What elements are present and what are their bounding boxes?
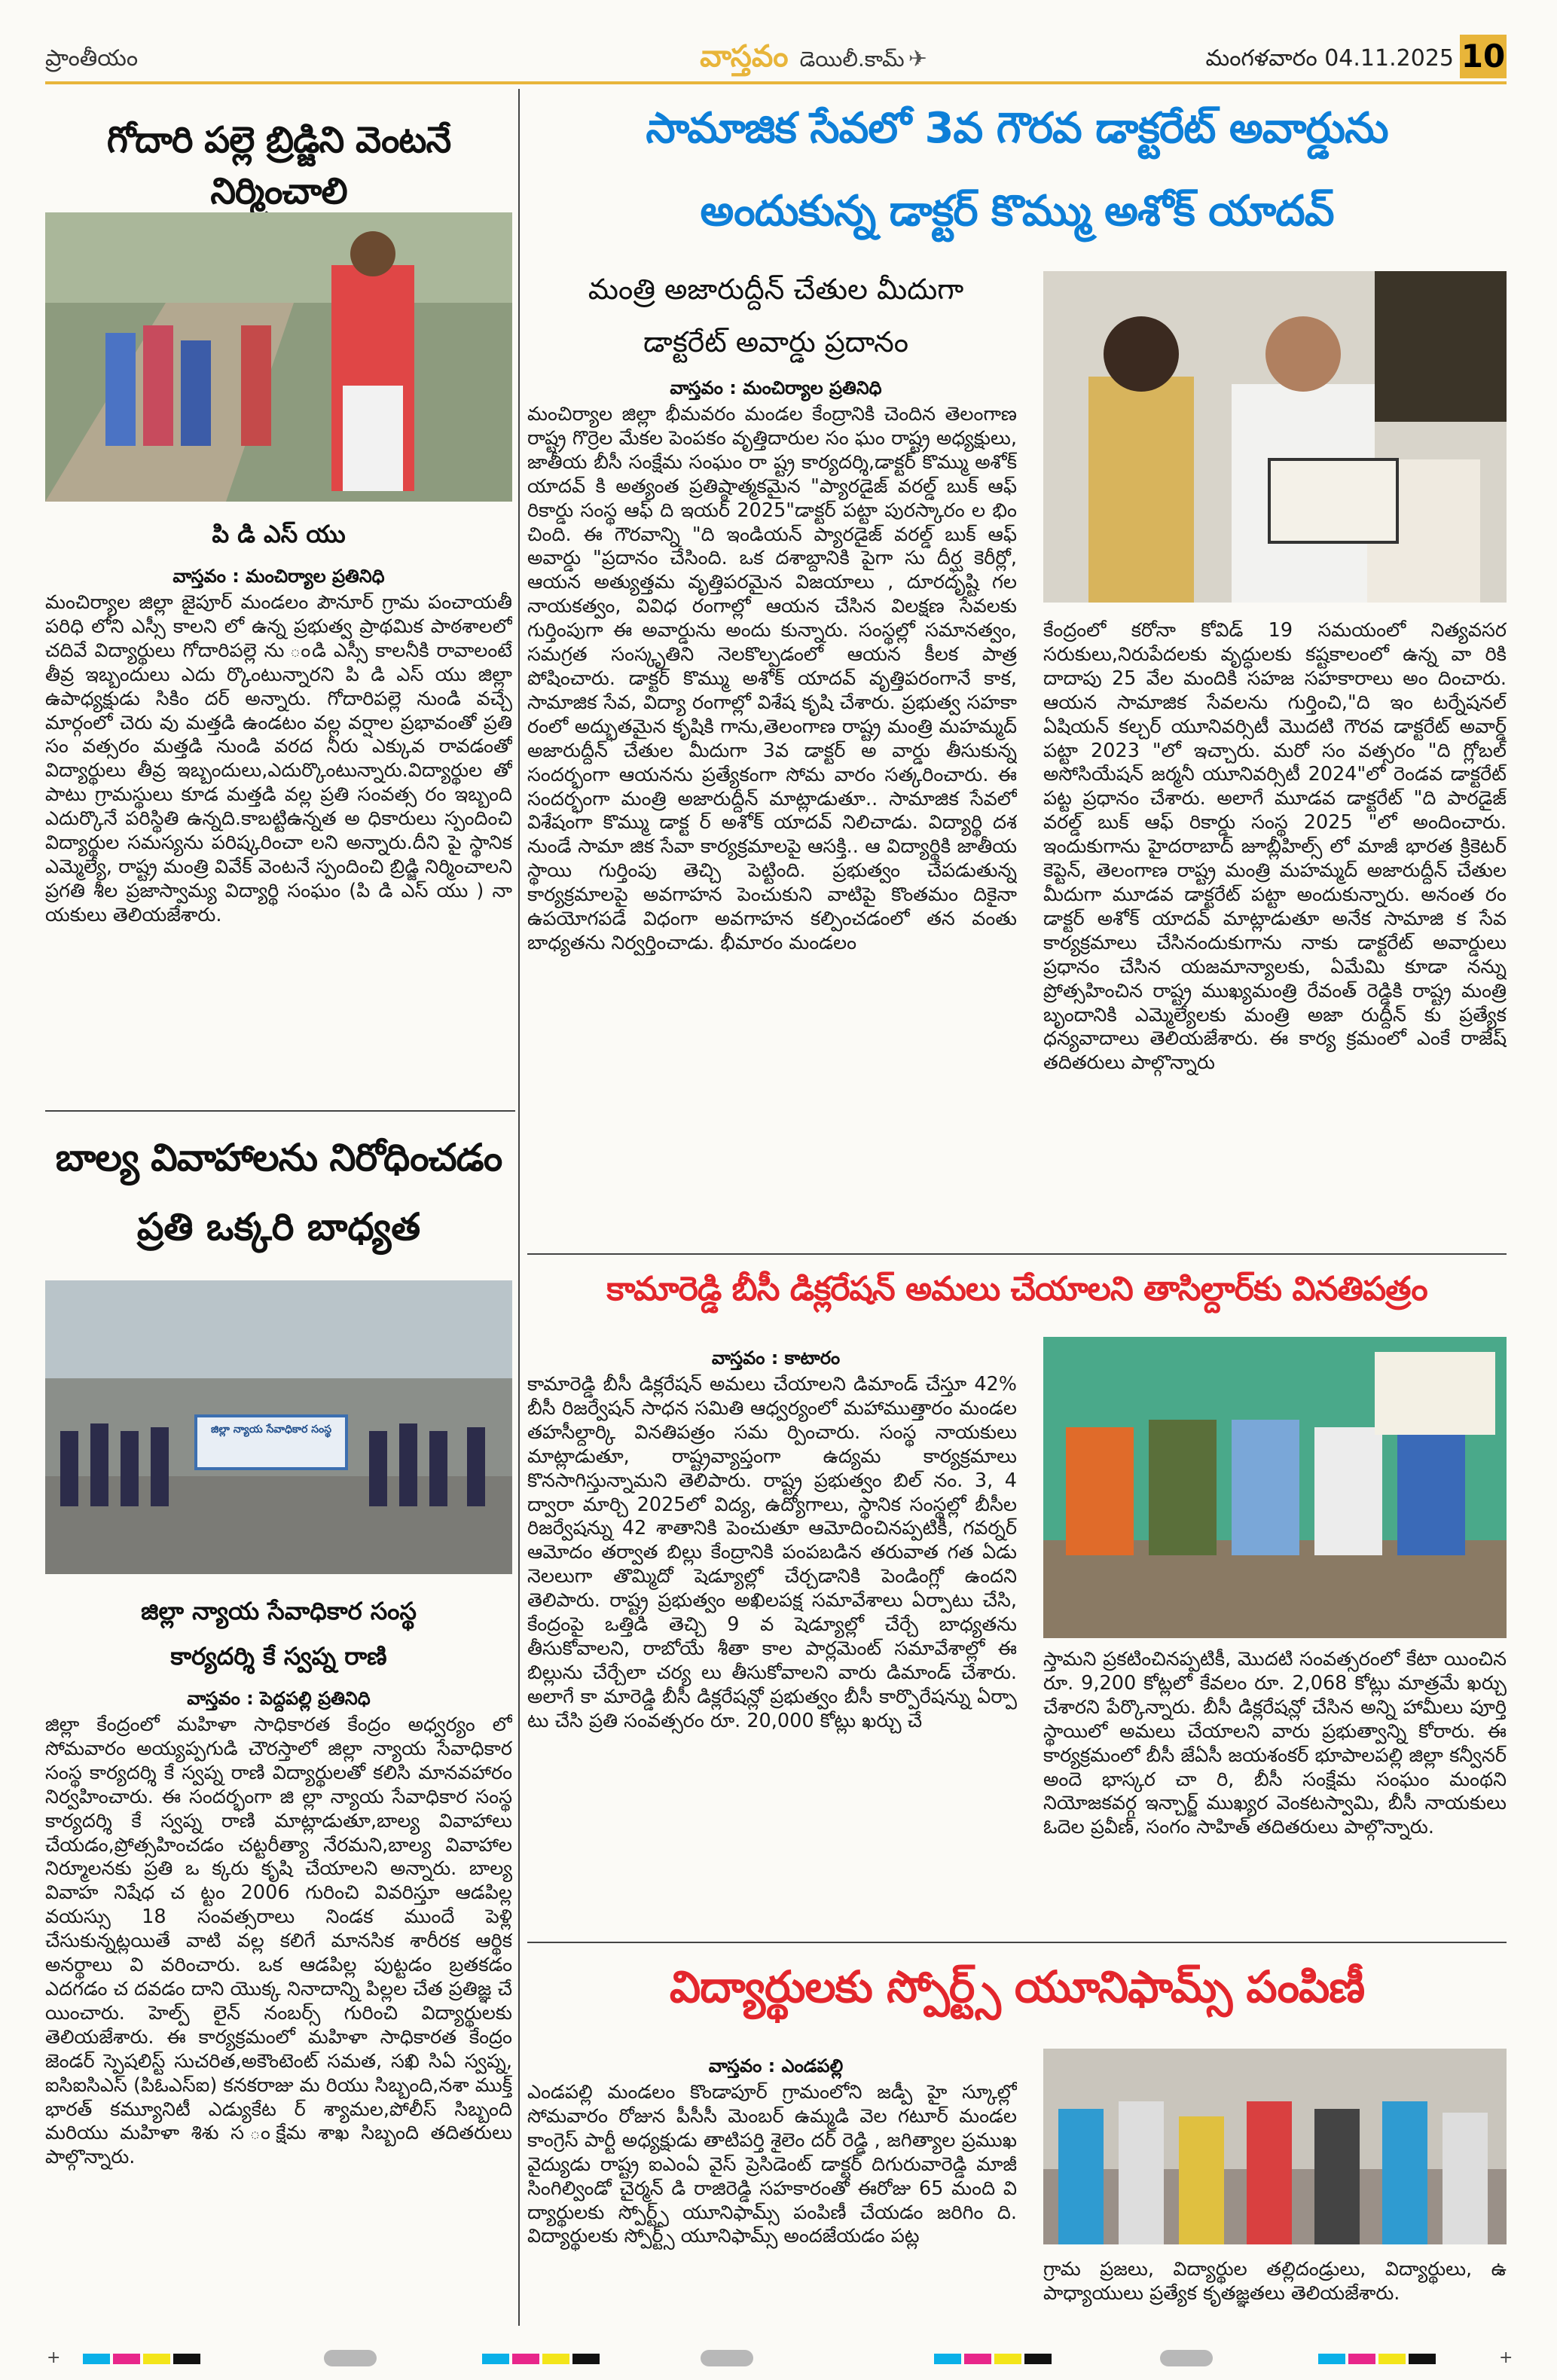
section-divider bbox=[45, 1110, 515, 1112]
bc-body-col1: కామారెడ్డి బీసీ డిక్లరేషన్ అమలు చేయాలని డిమాండ్ చేస్తూ 42% బీసీ రిజర్వేషన్ సాధన సమితి ఆధ్వర్యంలో మహాముత్తారం మండల తహసీల్దార్కి వినతిపత్రం సమ ర్పించారు. సంస్థ నాయకులు మాట్లాడుతూ, రాష్ట్రవ్యాప్తంగా ఉద్యమ కార్యక్రమాలు కొనసాగిస్తున్నామని తెలిపారు. రాష్ట్ర ప్రభుత్వం బిల్ నం. 3, 4 ద్వారా మార్చి 2025లో విద్య, ఉద్యోగాలు, స్థానిక సంస్థల్లో బీసీల రిజర్వేషన్ను 42 శాతానికి పెంచుతూ ఆమోదించినప్పటికీ, గవర్నర్ ఆమోదం తర్వాత బిల్లు కేంద్రానికి పంపబడిన తరువాత గత ఏడు నెలలుగా తొమ్మిదో షెడ్యూల్లో చేర్చడానికి పెండింగ్లో ఉందని తెలిపారు. రాష్ట్ర ప్రభుత్వం అఖిలపక్ష సమావేశాలు ఏర్పాటు చేసి, కేంద్రంపై ఒత్తిడి తెచ్చి 9 వ షెడ్యూల్లో చేర్చే బాధ్యతను తీసుకోవాలని, రాబోయే శీతా కాల పార్లమెంట్ సమావేశాల్లో ఈ బిల్లును చేర్చేలా చర్య లు తీసుకోవాలని వారు డిమాండ్ చేశారు. అలాగే కా మారెడ్డి బీసీ డిక్లరేషన్లో ప్రభుత్వం బీసీ కార్పొరేషన్ను ఏర్పా టు చేసి ప్రతి సంవత్సరం రూ. 20,000 కోట్లు ఖర్చు చే bbox=[527, 1373, 1017, 1732]
section-label: ప్రాంతీయం bbox=[45, 45, 139, 72]
bc-body-col2: స్తామని ప్రకటించినప్పటికీ, మొదటి సంవత్సరంలో కేటా యించిన రూ. 9,200 కోట్లలో కేవలం రూ. 2,068 కోట్లు మాత్రమే ఖర్చు చేశారని పేర్కొన్నారు. బీసీ డిక్లరేషన్లో చేసిన అన్ని హామీలు పూర్తి స్థాయిలో అమలు చేయాలని వారు ప్రభుత్వాన్ని కోరారు. ఈ కార్యక్రమంలో బీసీ జేఏసీ జయశంకర్ భూపాలపల్లి జిల్లా కన్వీనర్ అందె భాస్కర చా రి, బీసీ సంక్షేమ సంఘం మంథని నియోజకవర్గ ఇన్చార్జ్ ముఖ్యర వెంకటస్వామి, బీసీ నాయకులు ఓదెల ప్రవీణ్, సంగం సాహిత్ తదితరులు పాల్గొన్నారు. bbox=[1043, 1648, 1507, 1839]
bc-dateline: వాస్తవం : కాటారం bbox=[711, 1347, 841, 1368]
child-marriage-caption-1: జిల్లా న్యాయ సేవాధికార సంస్థ bbox=[141, 1597, 417, 1625]
gray-swatch bbox=[1160, 2350, 1213, 2366]
color-bar bbox=[83, 2353, 203, 2367]
bridge-photo bbox=[45, 212, 512, 502]
doctorate-subhead-1: మంత్రి అజారుద్దీన్ చేతుల మీదుగా bbox=[588, 273, 964, 306]
bridge-headline: గోదారి పల్లె బ్రిడ్జిని వెంటనే నిర్మించాలి bbox=[106, 119, 451, 212]
bridge-body: మంచిర్యాల జిల్లా జైపూర్ మండలం పౌనూర్ గ్రామ పంచాయతీ పరిధి లోని ఎస్సీ కాలని లో ఉన్న ప్రభుత్వ ప్రాథమిక పాఠశాలలో చదివే విద్యార్థులు గోదారిపల్లె ను ండి ఎస్సీ కాలనీకి రావాలంటే తీవ్ర ఇబ్బందులు ఎదు ర్కొంటున్నారని పి డి ఎస్ యు జిల్లా ఉపాధ్యక్షుడు సికిం దర్ అన్నారు. గోదారిపల్లె నుండి వచ్చే మార్గంలో చెరు వు మత్తడి ఉండటం వల్ల వర్షాల ప్రభావంతో ప్రతి సం వత్సరం మత్తడి నుండి వరద నీరు ఎక్కువ రావడంతో విద్యార్థులు తీవ్ర ఇబ్బందులు,ఎదుర్కొంటున్నారు.విద్యార్థుల తో పాటు గ్రామస్థులు కూడ మత్తడి వల్ల ప్రతి సంవత్స రం ఇబ్బంది ఎదుర్కొనే పరిస్థితి ఉన్నది.కాబట్టిఉన్నత అ ధికారులు స్పందించి విద్యార్థుల సమస్యను పరిష్కరించా లని అన్నారు.దీని పై స్థానిక ఎమ్మెల్యే, రాష్ట్ర మంత్రి వివేక్ వెంటనే స్పందించి బ్రిడ్జి నిర్మించాలని ప్రగతి శీల ప్రజాస్వామ్య విద్యార్థి సంఘం (పి డి ఎస్ యు ) నా యకులు తెలియజేశారు. bbox=[45, 591, 512, 926]
section-divider bbox=[527, 1253, 1507, 1255]
page-number: 10 bbox=[1460, 35, 1507, 78]
page-header bbox=[45, 39, 1507, 80]
color-bar bbox=[934, 2353, 1055, 2367]
paper-suffix: డెయిలీ.కామ్ bbox=[799, 47, 905, 72]
header-rule bbox=[45, 81, 1507, 84]
registration-mark-icon: + bbox=[47, 2348, 61, 2367]
bird-logo-icon: ✈ bbox=[908, 46, 927, 72]
doctorate-body-col2: కేంద్రంలో కరోనా కోవిడ్ 19 సమయంలో నిత్యవసర సరుకులు,నిరుపేదలకు వృద్ధులకు కష్టకాలంలో ఉన్న వా రికి దాదాపు 25 వేల మందికి సహజ సహకారాలు అం దించారు. ఆయన సామాజిక సేవలను గుర్తించి,"ది ఇం టర్నేషనల్ ఏషియన్ కల్చర్ యూనివర్సిటీ మొదటి గౌరవ డాక్టరేట్ అవార్డ్ పట్టా 2023 "లో ఇచ్చారు. మరో సం వత్సరం "ది గ్లోబల్ అసోసియేషన్ జర్మనీ యూనివర్సిటీ 2024"లో రెండవ డాక్టరేట్ పట్ట ప్రధానం చేశారు. అలాగే మూడవ డాక్టరేట్ "ది పారడైజ్ వరల్డ్ బుక్ ఆఫ్ రికార్డు సంస్థ 2025 "లో అందించారు. ఇందుకుగాను హైదరాబాద్ జూబ్లీహిల్స్ లో మాజీ భారత క్రికెటర్ కెప్టెన్, తెలంగాణ రాష్ట్ర మంత్రి మహమ్మద్ అజారుద్దీన్ చేతుల మీదుగా మూడవ డాక్టరేట్ పట్టా అందుకున్నారు. అనంత రం డాక్టర్ అశోక్ యాదవ్ మాట్లాడుతూ అనేక సామాజి క సేవ కార్యక్రమాలు చేసినందుకుగాను నాకు డాక్టరేట్ అవార్డులు ప్రధానం చేసిన యజమాన్యాలకు, ఏమేమి కూడా నన్ను ప్రోత్సహించిన రాష్ట్ర ముఖ్యమంత్రి రేవంత్ రెడ్డికి రాష్ట్ర మంత్రి బృందానికి ఎమ్మెల్యేలకు మంత్రి అజా రుద్దీన్ కు ప్రత్యేక ధన్యవాదాలు తెలియజేశారు. ఈ కార్య క్రమంలో ఎంకే రాజేష్ తదితరులు పాల్గొన్నారు bbox=[1043, 619, 1507, 1075]
child-marriage-banner: జిల్లా న్యాయ సేవాధికార సంస్థ bbox=[210, 1423, 332, 1436]
date-label: మంగళవారం 04.11.2025 bbox=[1205, 45, 1454, 72]
child-marriage-caption-2: కార్యదర్శి కే స్వప్న రాణి bbox=[170, 1642, 387, 1671]
sports-dateline: వాస్తవం : ఎండపల్లి bbox=[708, 2055, 844, 2076]
doctorate-subhead-2: డాక్టరేట్ అవార్డు ప్రదానం bbox=[643, 325, 909, 359]
doctorate-photo bbox=[1043, 271, 1507, 603]
bc-photo bbox=[1043, 1337, 1507, 1638]
sports-photo-note: గ్రామ ప్రజలు, విద్యార్థుల తల్లిదండ్రులు, విద్యార్థులు, ఉ పాధ్యాయులు ప్రత్యేక కృతజ్ఞతలు తెలియజేశారు. bbox=[1043, 2258, 1507, 2305]
child-marriage-dateline: వాస్తవం : పెద్దపల్లి ప్రతినిధి bbox=[187, 1688, 371, 1709]
color-bar bbox=[482, 2353, 603, 2367]
child-marriage-body: జిల్లా కేంద్రంలో మహిళా సాధికారత కేంద్రం అధ్వర్యం లో సోమవారం అయ్యప్పగుడి చౌరస్తాలో జిల్లా న్యాయ సేవాధికార సంస్థ కార్యదర్శి కే స్వప్న రాణి విద్యార్థులతో కలిసి మానవహారం నిర్వహించారు. ఈ సందర్భంగా జి ల్లా న్యాయ సేవాధికార సంస్థ కార్యదర్శి కే స్వప్న రాణి మాట్లాడుతూ,బాల్య వివాహాలు చేయడం,ప్రోత్సహించడం చట్టరీత్యా నేరమని,బాల్య వివాహాల నిర్మూలనకు ప్రతి ఒ క్కరు కృషి చేయాలని అన్నారు. బాల్య వివాహ నిషేధ చ ట్టం 2006 గురించి వివరిస్తూ ఆడపిల్ల వయస్సు 18 సంవత్సరాలు నిండక ముందే పెళ్లి చేసుకున్నట్లయితే వాటి వల్ల కలిగే మానసిక శారీరక ఆర్థిక అనర్థాలు వి వరించారు. ఒక ఆడపిల్ల పుట్టడం బ్రతకడం ఎదగడం చ దవడం దాని యొక్క నినాదాన్ని పిల్లల చేత ప్రతిజ్ఞ చే యించారు. హెల్ప్ లైన్ నంబర్స్ గురించి విద్యార్థులకు తెలియజేశారు. ఈ కార్యక్రమంలో మహిళా సాధికారత కేంద్రం జెండర్ స్పెషలిస్ట్ సుచరిత,అకౌంటెంట్ సమత, సఖి సిఏ స్వప్న, ఐసిఐసిఎస్ (పిఓఎస్ఐ) కనకరాజు మ రియు సిబ్బంది,నశా ముక్త్ భారత్ కమ్యూనిటీ ఎడ్యుకేట ర్ శ్యామల,పోలీస్ సిబ్బంది మరియు మహిళా శిశు స ంక్షేమ శాఖ సిబ్బంది తదితరులు పాల్గొన్నారు. bbox=[45, 1713, 512, 2169]
bridge-dateline: వాస్తవం : మంచిర్యాల ప్రతినిధి bbox=[172, 566, 385, 587]
sports-body: ఎండపల్లి మండలం కొండాపూర్ గ్రామంలోని జడ్పీ హై స్కూల్లో సోమవారం రోజున పీసీసీ మెంబర్ ఉమ్మడి వెల గటూర్ మండల కాంగ్రెస్ పార్టీ అధ్యక్షుడు తాటిపర్తి శైలెం దర్ రెడ్డి , జగిత్యాల ప్రముఖ వైద్యుడు రాష్ట్ర ఐఎంఏ వైస్ ప్రెసిడెంట్ డాక్టర్ దిగురువారెడ్డి మాజీ సింగిల్విండో చైర్మన్ డి రాజిరెడ్డి సహకారంతో ఈరోజు 65 మంది వి ద్యార్థులకు స్పోర్ట్స్ యూనిఫామ్స్ పంపిణీ చేయడం జరిగిం ది. విద్యార్థులకు స్పోర్ట్స్ యూనిఫామ్స్ అందజేయడం పట్ల bbox=[527, 2081, 1017, 2248]
gray-swatch bbox=[701, 2350, 753, 2366]
child-marriage-headline-1: బాల్య వివాహాలను నిరోధించడం bbox=[55, 1136, 502, 1179]
column-divider bbox=[518, 89, 520, 2326]
child-marriage-photo bbox=[45, 1280, 512, 1574]
doctorate-dateline: వాస్తవం : మంచిర్యాల ప్రతినిధి bbox=[670, 377, 882, 398]
section-divider bbox=[527, 1942, 1507, 1943]
child-marriage-headline-2: ప్రతి ఒక్కరి బాధ్యత bbox=[136, 1205, 421, 1249]
registration-mark-icon: + bbox=[1499, 2348, 1513, 2367]
bc-headline: కామారెడ్డి బీసీ డిక్లరేషన్ అమలు చేయాలని తాసిల్దార్‌కు వినతిపత్రం bbox=[606, 1270, 1427, 1308]
sports-photo bbox=[1043, 2049, 1507, 2244]
bridge-photo-caption: పి డి ఎస్ యు bbox=[212, 520, 346, 548]
doctorate-headline-2: అందుకున్న డాక్టర్ కొమ్ము అశోక్ యాదవ్ bbox=[700, 187, 1334, 236]
sports-headline: విద్యార్థులకు స్పోర్ట్స్ యూనిఫామ్స్ పంపిణీ bbox=[669, 1961, 1365, 2012]
doctorate-headline-1: సామాజిక సేవలో 3వ గౌరవ డాక్టరేట్ అవార్డును bbox=[646, 104, 1388, 153]
doctorate-body-col1: మంచిర్యాల జిల్లా భీమవరం మండల కేంద్రానికి చెందిన తెలంగాణ రాష్ట్ర గొర్రెల మేకల పెంపకం వృత్తిదారుల సం ఘం రాష్ట్ర అధ్యక్షులు, జాతీయ బీసీ సంక్షేమ సంఘం రా ష్ట్ర కార్యదర్శి,డాక్టర్ కొమ్ము అశోక్ యాదవ్ కి అత్యంత ప్రతిష్ఠాత్మకమైన "ప్యారడైజ్ వరల్డ్ బుక్ ఆఫ్ రికార్డు సంస్థ ఆఫ్ ది ఇయర్ 2025"డాక్టర్ పట్టా పురస్కారం ల భిం చింది. ఈ గౌరవాన్ని "ది ఇండియన్ ప్యారడైజ్ వరల్డ్ బుక్ ఆఫ్ అవార్డు "ప్రదానం చేసింది. ఒక దశాబ్దానికి పైగా సు దీర్ఘ కెరీర్లో, ఆయన అత్యుత్తమ వృత్తిపరమైన విజయాలు , దూరదృష్టి గల నాయకత్వం, వివిధ రంగాల్లో ఆయన చేసిన విలక్షణ సేవలకు గుర్తింపుగా ఈ అవార్డును అందు కున్నారు. సంస్థల్లో సమానత్వం, సమగ్రత సంస్కృతిని నెలకొల్పడంలో ఆయన కీలక పాత్ర పోషించారు. డాక్టర్ కొమ్ము అశోక్ యాదవ్ వృత్తిపరంగానే కాక, సామాజిక సేవ, విద్యా రంగాల్లో విశేష కృషి చేశారు. ప్రభుత్వ సహకా రంలో అద్భుతమైన కృషికి గాను,తెలంగాణ రాష్ట్ర మంత్రి మహమ్మద్ అజారుద్దీన్ చేతుల మీదుగా 3వ డాక్టర్ అ వార్డు తీసుకున్న సందర్భంగా ఆయనను ప్రత్యేకంగా సోమ వారం సత్కరించారు. ఈ సందర్భంగా మంత్రి అజారుద్దీన్ మాట్లాడుతూ.. సామాజిక సేవలో విశేషంగా కొమ్ము డాక్ట ర్ అశోక్ యాదవ్ నిలిచాడు. విద్యార్థి దశ నుండే సామా జిక సేవా కార్యక్రమాలపై ఆసక్తి.. ఆ విద్యార్థికి జాతీయ స్థాయి గుర్తింపు తెచ్చి పెట్టింది. ప్రభుత్వం చేపడుతున్న కార్యక్రమాలపై అవగాహన పెంచుకుని వాటిపై కొంతమం దికైనా ఉపయోగపడే విధంగా అవగాహన కల్పించడంలో తన వంతు బాధ్యతను నిర్వర్తించాడు. భీమారం మండలం bbox=[527, 403, 1017, 954]
color-bar bbox=[1318, 2353, 1439, 2367]
masthead bbox=[603, 39, 1024, 81]
paper-name: వాస్తవం bbox=[700, 39, 789, 74]
gray-swatch bbox=[324, 2350, 377, 2366]
